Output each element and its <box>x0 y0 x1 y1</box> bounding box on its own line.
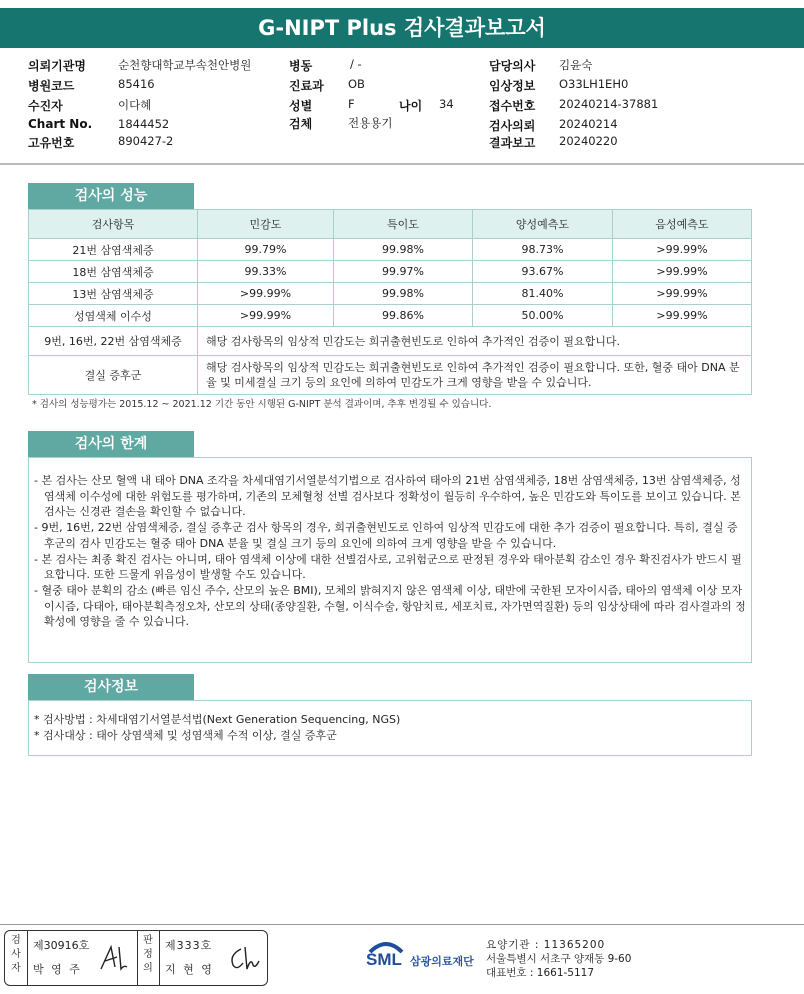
row-sensitivity: 99.79% <box>198 239 334 261</box>
reported-value: 20240220 <box>559 134 618 148</box>
lab-info <box>486 938 631 980</box>
performance-header-row <box>29 210 752 239</box>
lab-phone: 대표번호 : 1661-5117 <box>486 967 595 979</box>
performance-table <box>28 209 752 395</box>
sex-value: F <box>348 97 355 111</box>
reported-label: 결과보고 <box>489 136 536 150</box>
signature-box <box>4 930 268 986</box>
logo-text: SML <box>366 950 402 969</box>
patient-info <box>28 54 788 150</box>
clinical-label: 임상정보 <box>489 79 536 93</box>
row-specificity: 99.98% <box>334 239 473 261</box>
specimen-label: 검체 <box>289 117 313 131</box>
age-label: 나이 <box>399 99 423 113</box>
row-item: 21번 삼염색체증 <box>29 239 198 261</box>
footer-divider <box>0 924 804 925</box>
name-value: 이다혜 <box>118 98 152 112</box>
table-row <box>29 327 752 356</box>
lab-address: 서울특별시 서초구 양재동 9-60 <box>486 953 632 965</box>
examiner-name: 박 영 주 <box>33 963 82 976</box>
signature-divider <box>137 931 138 985</box>
performance-section-title: 검사의 성능 <box>28 183 194 209</box>
signature-divider <box>159 931 160 985</box>
doctor-label: 담당의사 <box>489 59 536 73</box>
reviewer-name: 지 현 영 <box>165 963 214 976</box>
row-note: 해당 검사항목의 임상적 민감도는 희귀출현빈도로 인하여 추가적인 검증이 필요합니다. 또한, 혈중 태아 DNA 분율 및 미세결실 크기 등의 요인에 의하여 민감도가 크게 영향을 받을 수 있습니다. <box>198 356 752 395</box>
row-ppv: 93.67% <box>473 261 613 283</box>
row-item: 13번 삼염색체증 <box>29 283 198 305</box>
row-sensitivity: >99.99% <box>198 305 334 327</box>
ward-value: / - <box>350 57 362 71</box>
hospital-label: 의뢰기관명 <box>28 59 86 73</box>
row-note: 해당 검사항목의 임상적 민감도는 희귀출현빈도로 인하여 추가적인 검증이 필요합니다. <box>198 327 752 356</box>
performance-footnote: * 검사의 성능평가는 2015.12 ~ 2021.12 기간 동안 시행된 G-NIPT 분석 결과이며, 추후 변경될 수 있습니다. <box>32 399 492 410</box>
hospital-value: 순천향대학교부속천안병원 <box>118 58 252 72</box>
row-ppv: 98.73% <box>473 239 613 261</box>
row-item: 18번 삼염색체증 <box>29 261 198 283</box>
examiner-signature-icon <box>97 943 131 975</box>
test-info-text <box>34 712 400 744</box>
clinical-value: O33LH1EH0 <box>559 77 629 91</box>
row-item: 성염색체 이수성 <box>29 305 198 327</box>
chart-label: Chart No. <box>28 117 93 131</box>
row-specificity: 99.98% <box>334 283 473 305</box>
name-label: 수진자 <box>28 99 63 113</box>
row-ppv: 81.40% <box>473 283 613 305</box>
chart-value: 1844452 <box>118 117 170 131</box>
code-label: 병원코드 <box>28 79 75 93</box>
table-row <box>29 283 752 305</box>
reviewer-signature-icon <box>227 943 263 973</box>
row-specificity: 99.97% <box>334 261 473 283</box>
doctor-value: 김윤숙 <box>559 58 593 72</box>
header-item: 검사항목 <box>29 210 198 239</box>
table-row <box>29 239 752 261</box>
report-title: G-NIPT Plus 검사결과보고서 <box>0 8 804 48</box>
info-divider <box>0 163 804 165</box>
limit-item: - 본 검사는 최종 확진 검사는 아니며, 태아 염색체 이상에 대한 선별검사로, 고위험군으로 판정된 경우와 태아분획 감소인 경우 확진검사가 반드시 필요합니다. 또한 드물게 위음성이 발생할 수도 있습니다. <box>34 552 742 582</box>
receipt-label: 접수번호 <box>489 99 536 113</box>
row-specificity: 99.86% <box>334 305 473 327</box>
row-ppv: 50.00% <box>473 305 613 327</box>
ward-label: 병동 <box>289 59 313 73</box>
table-row <box>29 261 752 283</box>
row-sensitivity: 99.33% <box>198 261 334 283</box>
test-target: * 검사대상 : 태아 상염색체 및 성염색체 수적 이상, 결실 증후군 <box>34 729 337 742</box>
row-item: 9번, 16번, 22번 삼염색체증 <box>29 327 198 356</box>
signature-divider <box>27 931 28 985</box>
row-npv: >99.99% <box>613 305 752 327</box>
row-npv: >99.99% <box>613 239 752 261</box>
row-sensitivity: >99.99% <box>198 283 334 305</box>
limit-item: - 9번, 16번, 22번 삼염색체증, 결실 증후군 검사 항목의 경우, 희귀출현빈도로 인하여 임상적 민감도에 대한 추가 검증이 필요합니다. 특히, 결실 증후군의 검사 민감도는 혈중 태아 DNA 분율 및 결실 크기 등의 요인에 의하여 크게 영향을 받을 수 있습니다. <box>34 521 738 550</box>
header-specificity: 특이도 <box>334 210 473 239</box>
header-ppv: 양성예측도 <box>473 210 613 239</box>
id-value: 890427-2 <box>118 134 174 148</box>
reviewer-license: 제333호 <box>165 939 213 952</box>
age-value: 34 <box>439 97 454 111</box>
requested-value: 20240214 <box>559 117 618 131</box>
id-label: 고유번호 <box>28 136 75 150</box>
test-info-section-title: 검사정보 <box>28 674 194 700</box>
row-npv: >99.99% <box>613 261 752 283</box>
sex-label: 성별 <box>289 99 313 113</box>
limits-section-title: 검사의 한계 <box>28 431 194 457</box>
table-row <box>29 305 752 327</box>
receipt-value: 20240214-37881 <box>559 97 659 111</box>
care-org-number: 요양기관 : 11365200 <box>486 939 606 951</box>
dept-value: OB <box>348 77 365 91</box>
header-sensitivity: 민감도 <box>198 210 334 239</box>
row-npv: >99.99% <box>613 283 752 305</box>
limit-item: - 혈중 태아 분획의 감소 (빠른 임신 주수, 산모의 높은 BMI), 모체의 밝혀지지 않은 염색체 이상, 태반에 국한된 모자이시즘, 태아의 염색체 이상 모자이시즘, 다태아, 태아분획측정오차, 산모의 상태(종양질환, 수혈, 이식수술, 항암치료, 세포치료, 자가면역질환) 등의 임상상태에 따라 검사결과의 정확성에 영향을 줄 수 있습니다. <box>34 583 746 629</box>
requested-label: 검사의뢰 <box>489 119 536 133</box>
code-value: 85416 <box>118 77 155 91</box>
examiner-license: 제30916호 <box>33 939 90 952</box>
header-npv: 음성예측도 <box>613 210 752 239</box>
test-method: * 검사방법 : 차세대염기서열분석법(Next Generation Sequencing, NGS) <box>34 713 401 726</box>
examiner-label: 검 사 자 <box>11 935 21 974</box>
dept-label: 진료과 <box>289 79 324 93</box>
table-row <box>29 356 752 395</box>
org-name: 삼광의료재단 <box>410 955 474 968</box>
limits-text <box>34 473 746 630</box>
limit-item: - 본 검사는 산모 혈액 내 태아 DNA 조각을 차세대염기서열분석기법으로 검사하여 태아의 21번 삼염색체증, 18번 삼염색체증, 13번 삼염색체증, 성염색체 이수성에 대한 위험도를 평가하며, 기존의 모체혈청 선별 검사보다 정확성이 월등히 우수하여, 높은 민감도와 특이도를 보이고 있습니다. 본 검사는 신경관 결손을 확인할 수 없습니다. <box>34 474 741 519</box>
row-item: 결실 증후군 <box>29 356 198 395</box>
reviewer-label: 판 정 의 <box>143 935 153 974</box>
specimen-value: 전용용기 <box>348 116 393 130</box>
